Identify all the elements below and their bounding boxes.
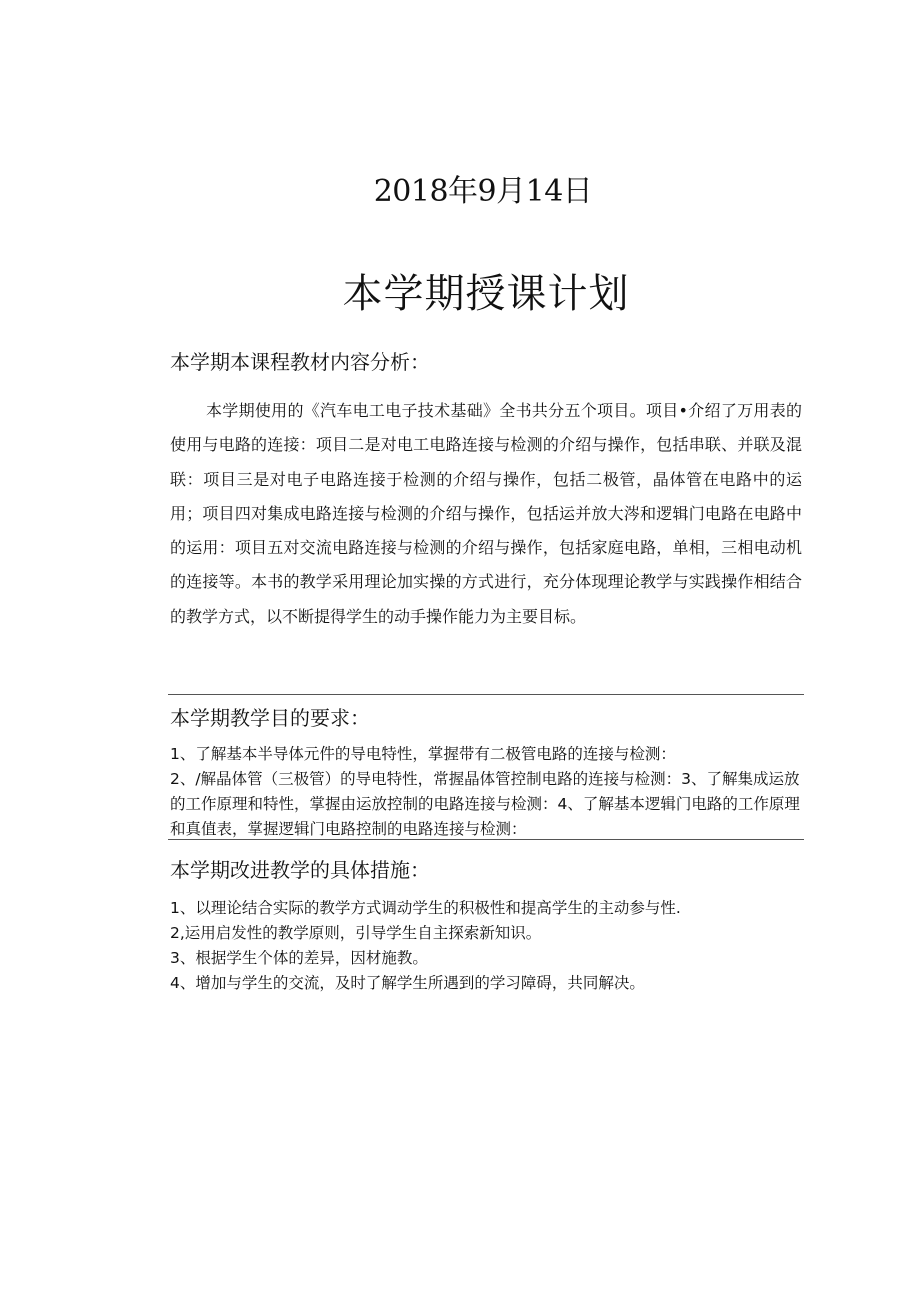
- measure-item-1: 1、以理论结合实际的教学方式调动学生的积极性和提高学生的主动参与性.: [170, 899, 681, 917]
- document-date: 2018年9月14日: [373, 174, 593, 209]
- measure-item-4: 4、增加与学生的交流，及时了解学生所遇到的学习障碍，共同解决。: [170, 974, 645, 992]
- section-divider: [168, 694, 804, 695]
- requirement-item-3: 3、了解集成运放的工作原理和特性，掌握由运放控制的电路连接与检测：: [170, 770, 800, 813]
- measures-heading: 本学期改进教学的具体措施：: [170, 858, 430, 882]
- requirements-heading: 本学期教学目的要求：: [170, 706, 370, 730]
- requirement-item-2: 2、/解晶体管（三极管）的导电特性，常握晶体管控制电路的连接与检测：: [170, 770, 682, 788]
- measures-list: [170, 896, 802, 996]
- analysis-heading: 本学期本课程教材内容分析：: [170, 350, 430, 374]
- measure-item-3: 3、根据学生个体的差异，因材施教。: [170, 949, 428, 967]
- document-title: 本学期授课计划: [342, 271, 630, 317]
- requirement-item-1: 1、了解基本半导体元件的导电特性，掌握带有二极管电路的连接与检测：: [170, 745, 676, 763]
- analysis-paragraph: 本学期使用的《汽车电工电子技术基础》全书共分五个项目。项目•介绍了万用表的使用与电路的连接：项目二是对电工电路连接与检测的介绍与操作，包括串联、并联及混联：项目三是对电子电路连接于检测的介绍与操作，包括二极管，晶体管在电路中的运用；项目四对集成电路连接与检测的介绍与操作，包括运并放大涔和逻辑门电路在电路中的运用：项目五对交流电路连接与检测的介绍与操作，包括家庭电路，单相，三相电动机的连接等。本书的教学采用理论加实操的方式进行，充分体现理论教学与实践操作相结合的教学方式，以不断提得学生的动手操作能力为主要目标。: [170, 401, 802, 626]
- measure-item-2: 2,运用启发性的教学原则，引导学生自主探索新知识。: [170, 924, 542, 942]
- section-divider: [168, 839, 804, 840]
- requirements-list: [170, 742, 802, 842]
- requirement-item-4: 4、了解基本逻辑门电路的工作原理和真值表，掌握逻辑门电路控制的电路连接与检测：: [170, 795, 800, 838]
